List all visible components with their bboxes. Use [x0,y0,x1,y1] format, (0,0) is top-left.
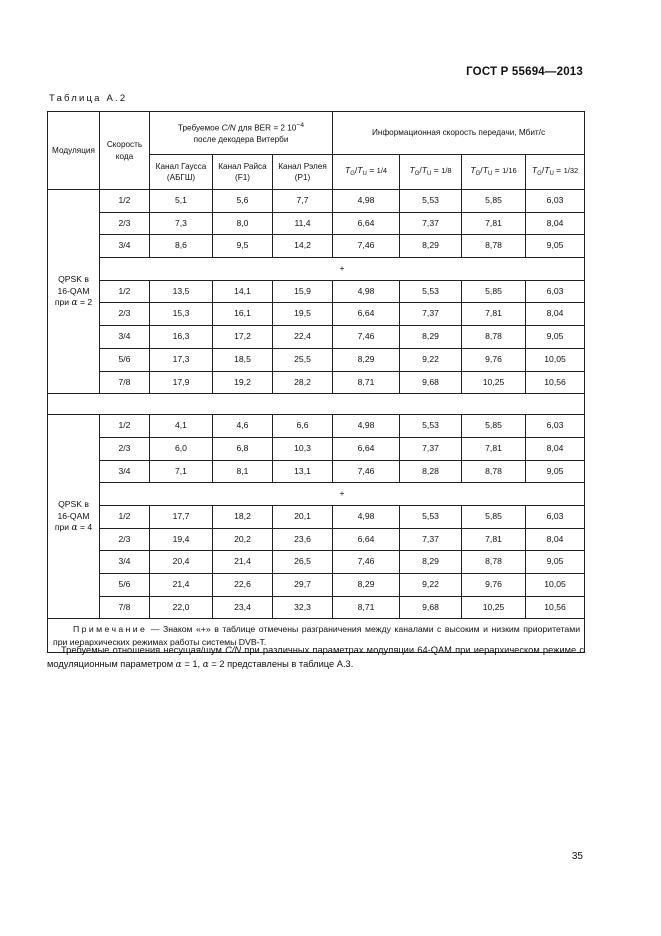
tg-eq: = [553,165,564,176]
table-row [48,551,585,574]
para-alpha: α [202,659,209,670]
code-rate-cell: 3/4 [100,326,150,349]
value-cell: 7,37 [400,303,462,326]
header-info-rate: Информационная скорость передачи, Мбит/с [333,112,585,155]
value-cell: 17,7 [150,505,213,528]
value-cell: 11,4 [273,212,333,235]
header-modulation: Модуляция [48,112,100,190]
value-cell: 7,7 [273,190,333,213]
value-cell: 8,71 [333,371,400,394]
header-channel-rice: Канал Райса (F1) [213,155,273,190]
value-cell: 7,46 [333,460,400,483]
value-cell: 9,68 [400,371,462,394]
header-cn-required [150,112,333,155]
modulation-label [48,190,100,394]
tg-slash: / [541,165,545,176]
value-cell: 7,81 [462,528,526,551]
table-row [48,528,585,551]
priority-separator-row [48,483,585,506]
value-cell: 8,29 [333,348,400,371]
tu-sub: U [362,171,367,178]
label-pre: при [54,297,72,308]
value-cell: 8,29 [400,326,462,349]
header-guard [462,155,526,190]
value-cell: 4,6 [213,415,273,438]
tu-var: T [544,165,550,176]
value-cell: 9,05 [526,460,585,483]
value-cell: 10,25 [462,596,526,619]
value-cell: 20,2 [213,528,273,551]
table-row [48,371,585,394]
value-cell: 8,0 [213,212,273,235]
alpha-symbol: α [71,298,78,309]
value-cell: 19,4 [150,528,213,551]
value-cell: 8,04 [526,303,585,326]
code-rate-cell: 1/2 [100,505,150,528]
table-row [48,348,585,371]
value-cell: 9,22 [400,574,462,597]
value-cell: 28,2 [273,371,333,394]
value-cell: 4,1 [150,415,213,438]
table-row [48,596,585,619]
value-cell: 9,22 [400,348,462,371]
header-guard [526,155,585,190]
value-cell: 21,4 [213,551,273,574]
value-cell: 16,1 [213,303,273,326]
label-post: = 4 [77,522,93,533]
cn-exp: −4 [296,122,305,130]
table-row [48,460,585,483]
table-row [48,235,585,258]
alpha-symbol: α [71,523,78,534]
value-cell: 7,37 [400,212,462,235]
value-cell: 8,04 [526,528,585,551]
value-cell: 7,81 [462,212,526,235]
value-cell: 21,4 [150,574,213,597]
value-cell: 5,6 [213,190,273,213]
note-label: Примечание [73,624,148,635]
value-cell: 5,85 [462,415,526,438]
value-cell: 8,29 [333,574,400,597]
code-rate-cell: 1/2 [100,415,150,438]
para-part2: при различных параметрах модуляции 64-QAM при иерархическом режиме с модуляционным параметром [47,645,584,669]
para-part1: Требуемые отношения несущая/шум [61,645,226,655]
header-guard [333,155,400,190]
value-cell: 9,05 [526,326,585,349]
header-row-1 [48,112,585,155]
table-caption: Таблица А.2 [49,93,128,104]
code-rate-cell: 7/8 [100,596,150,619]
code-rate-cell: 5/6 [100,348,150,371]
value-cell: 5,53 [400,190,462,213]
value-cell: 9,05 [526,235,585,258]
code-rate-cell: 1/2 [100,190,150,213]
value-cell: 26,5 [273,551,333,574]
value-cell: 5,85 [462,505,526,528]
value-cell: 17,2 [213,326,273,349]
note-text: — Знаком «+» в таблице отмечены разграничения между каналами с высоким и низким приоритетами при иерархических режимах работы системы DVB-T. [53,624,581,647]
value-cell: 10,05 [526,348,585,371]
label-line1: QPSK в [58,499,89,510]
para-part3: = 1, [181,658,203,669]
tg-var: T [344,165,351,176]
code-rate-cell: 2/3 [100,528,150,551]
value-cell: 14,2 [273,235,333,258]
cn-var: C/N [221,123,236,133]
value-cell: 10,3 [273,437,333,460]
value-cell: 6,8 [213,437,273,460]
value-cell: 5,85 [462,280,526,303]
value-cell: 15,9 [273,280,333,303]
guard-value: 1/4 [376,166,388,176]
value-cell: 10,56 [526,596,585,619]
code-rate-cell: 2/3 [100,303,150,326]
value-cell: 6,03 [526,190,585,213]
value-cell: 9,76 [462,348,526,371]
code-rate-cell: 5/6 [100,574,150,597]
group-gap-row [48,394,585,415]
tu-var: T [421,165,428,176]
table-row [48,415,585,438]
header-code-rate: Скорость кода [100,112,150,190]
value-cell: 6,6 [273,415,333,438]
value-cell: 6,64 [333,437,400,460]
value-cell: 19,2 [213,371,273,394]
page-number: 35 [571,851,583,862]
value-cell: 5,53 [400,505,462,528]
data-table [47,111,585,653]
value-cell: 7,37 [400,528,462,551]
code-rate-cell: 2/3 [100,212,150,235]
header-guard [400,155,462,190]
value-cell: 15,3 [150,303,213,326]
value-cell: 7,81 [462,303,526,326]
table-row [48,280,585,303]
priority-separator: + [100,258,585,281]
code-rate-cell: 1/2 [100,280,150,303]
value-cell: 25,5 [273,348,333,371]
value-cell: 6,64 [333,303,400,326]
value-cell: 18,2 [213,505,273,528]
tg-sub: G [350,171,355,178]
value-cell: 10,25 [462,371,526,394]
code-rate-cell: 3/4 [100,460,150,483]
value-cell: 6,03 [526,280,585,303]
tg-sub: G [475,171,481,178]
group-gap-cell [48,394,585,415]
value-cell: 8,1 [213,460,273,483]
table-row [48,326,585,349]
value-cell: 7,37 [400,437,462,460]
tu-var: T [357,165,363,176]
table-row [48,437,585,460]
value-cell: 8,78 [462,235,526,258]
value-cell: 8,71 [333,596,400,619]
tg-sub: G [537,171,542,178]
table-row [48,303,585,326]
standard-header: ГОСТ Р 55694—2013 [466,66,583,78]
code-rate-cell: 3/4 [100,551,150,574]
value-cell: 17,3 [150,348,213,371]
value-cell: 23,6 [273,528,333,551]
para-alpha: α [175,659,182,670]
value-cell: 18,5 [213,348,273,371]
value-cell: 22,6 [213,574,273,597]
cn-prefix: Требуемое [177,123,222,133]
value-cell: 5,53 [400,280,462,303]
value-cell: 9,76 [462,574,526,597]
value-cell: 23,4 [213,596,273,619]
value-cell: 13,5 [150,280,213,303]
value-cell: 7,3 [150,212,213,235]
label-pre: при [54,522,72,533]
label-line2: 16-QAM [57,285,90,296]
table-row [48,505,585,528]
value-cell: 8,28 [400,460,462,483]
value-cell: 9,5 [213,235,273,258]
tg-var: T [531,165,538,176]
value-cell: 8,04 [526,437,585,460]
value-cell: 7,46 [333,326,400,349]
tg-eq: = [492,165,503,176]
value-cell: 8,78 [462,551,526,574]
cn-mid: для BER = 2 10 [235,123,297,133]
table-row [48,574,585,597]
tg-sub: G [414,171,420,178]
header-channel-rayleigh: Канал Рэлея (Р1) [273,155,333,190]
value-cell: 19,5 [273,303,333,326]
value-cell: 4,98 [333,505,400,528]
value-cell: 14,1 [213,280,273,303]
cn-suffix: после декодера Витерби [193,134,289,144]
label-line2: 16-QAM [57,510,90,521]
value-cell: 32,3 [273,596,333,619]
value-cell: 7,46 [333,551,400,574]
value-cell: 8,6 [150,235,213,258]
value-cell: 22,0 [150,596,213,619]
value-cell: 29,7 [273,574,333,597]
priority-separator: + [100,483,585,506]
value-cell: 5,1 [150,190,213,213]
value-cell: 7,1 [150,460,213,483]
value-cell: 22,4 [273,326,333,349]
code-rate-cell: 3/4 [100,235,150,258]
value-cell: 8,78 [462,326,526,349]
value-cell: 17,9 [150,371,213,394]
tg-eq: = [366,165,377,176]
label-line1: QPSK в [58,273,89,284]
value-cell: 5,53 [400,415,462,438]
tu-var: T [482,165,488,176]
value-cell: 6,64 [333,528,400,551]
tg-var: T [470,165,476,176]
tu-sub: U [549,171,554,178]
tg-var: T [409,165,415,176]
value-cell: 4,98 [333,280,400,303]
tu-sub: U [427,171,432,178]
value-cell: 16,3 [150,326,213,349]
value-cell: 4,98 [333,415,400,438]
value-cell: 20,1 [273,505,333,528]
tg-slash: / [419,165,422,176]
modulation-label [48,415,100,619]
value-cell: 10,05 [526,574,585,597]
code-rate-cell: 7/8 [100,371,150,394]
value-cell: 8,29 [400,551,462,574]
value-cell: 20,4 [150,551,213,574]
guard-value: 1/16 [502,166,517,176]
value-cell: 7,46 [333,235,400,258]
value-cell: 6,03 [526,415,585,438]
value-cell: 9,05 [526,551,585,574]
para-cn: C/N [225,645,242,655]
value-cell: 8,29 [400,235,462,258]
table-row [48,190,585,213]
value-cell: 6,03 [526,505,585,528]
value-cell: 7,81 [462,437,526,460]
tg-slash: / [480,165,483,176]
guard-value: 1/32 [563,166,579,176]
tg-slash: / [354,165,358,176]
header-channel-gauss: Канал Гаусса (АБГШ) [150,155,213,190]
value-cell: 10,56 [526,371,585,394]
value-cell: 4,98 [333,190,400,213]
table-row [48,212,585,235]
value-cell: 13,1 [273,460,333,483]
value-cell: 5,85 [462,190,526,213]
tg-eq: = [431,165,442,176]
value-cell: 9,68 [400,596,462,619]
guard-value: 1/8 [441,166,452,176]
value-cell: 8,78 [462,460,526,483]
label-post: = 2 [77,297,93,308]
body-paragraph [47,644,584,672]
tu-sub: U [487,171,493,178]
value-cell: 8,04 [526,212,585,235]
priority-separator-row [48,258,585,281]
value-cell: 6,0 [150,437,213,460]
code-rate-cell: 2/3 [100,437,150,460]
value-cell: 6,64 [333,212,400,235]
para-part4: = 2 представлены в таблице А.3. [208,658,354,669]
